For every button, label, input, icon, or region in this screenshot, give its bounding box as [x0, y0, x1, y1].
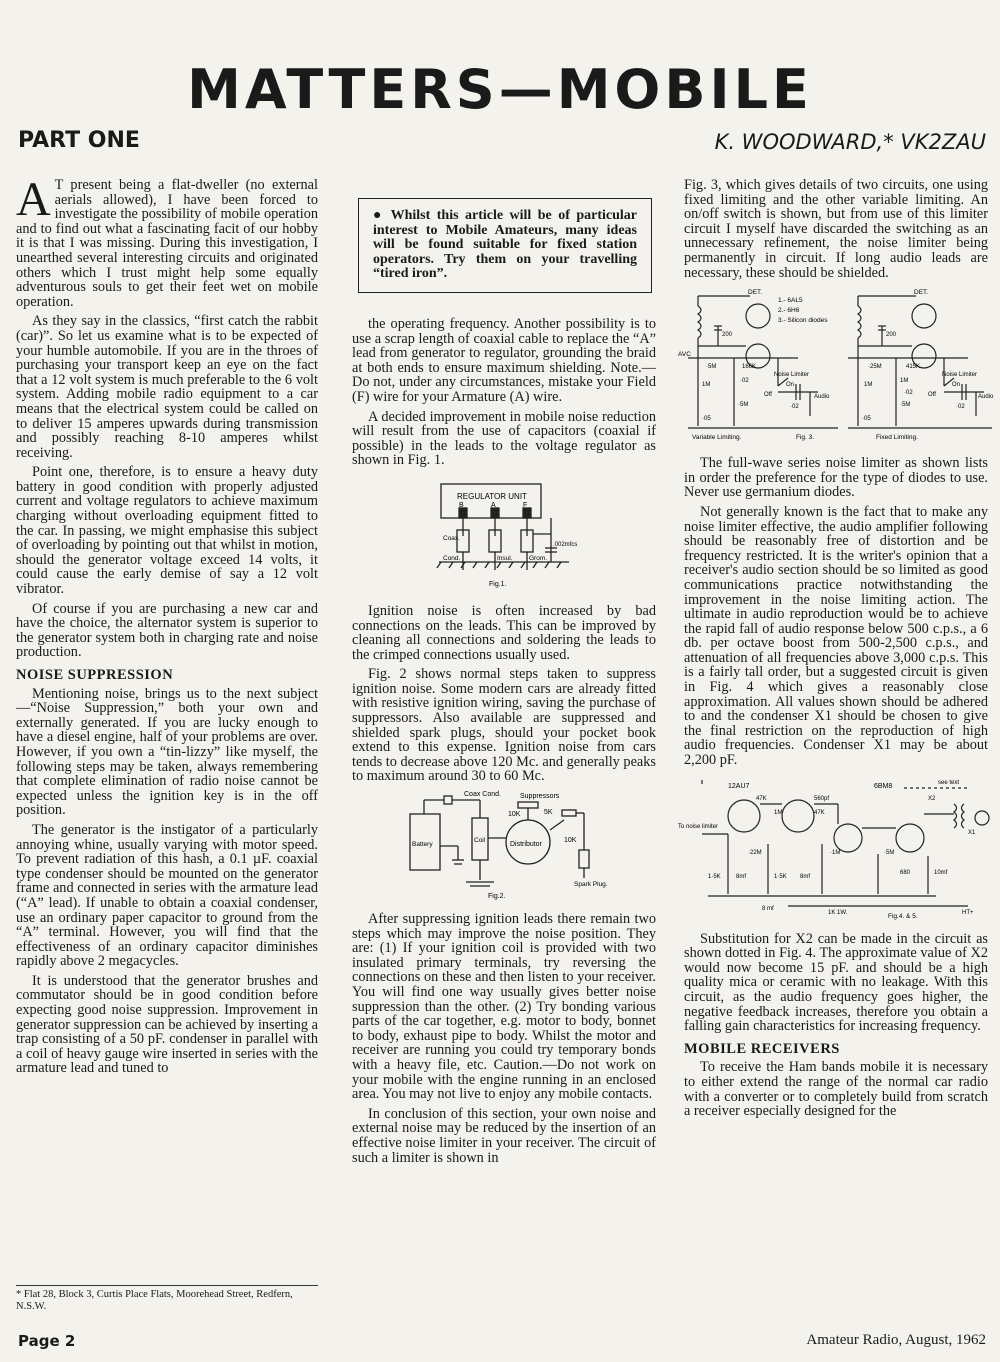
fig4-x2-label: X2: [928, 795, 936, 802]
paragraph: The generator is the instigator of a particularly annoying whine, usually varying with motor speed. To prevent radiation of this hash, a 0.1 µF. coaxial type condenser should be mounted on the generator frame and connected in series with the armature lead (“A” lead). If unable to obtain a coaxial condenser, use an ordinary paper capacitor to ground from the “A” terminal. However, you will find that the effectiveness of an ordinary capacitor diminishes rapidly above 2 megacycles.: [16, 821, 318, 970]
fig4-r47kb-label: 47K: [814, 809, 825, 816]
fig4-c8-label: 8mf: [736, 873, 747, 880]
paragraph: Not generally known is the fact that to make any noise limiter effective, the audio amplifier following should be reasonably free of distortion and be frequency restricted. It is the writer's opinion that a receiver's audio section should be so limited as good communications practice notwithstanding the improvement in the noise limiting action. The ultimate in audio reproduction would be to achieve the rapid fall of audio response below 500 c.p.s., a 6 db. per octave boost from 500-2,500 c.p.s., and attenuation of all frequencies above 3,000 c.p.s. This is a fairly tall order, but a suggested circuit is given in Fig. 4 which gives a reasonably close approximation. All values shown should be adhered to and the condenser X1 should be chosen to give the final restriction on the reproduction of high audio frequencies. Condenser X1 may be about 2,200 pF.: [684, 503, 988, 769]
figure-3-diagram: [678, 286, 994, 446]
paragraph: Ignition noise is often increased by bad connections on the leads. This can be improved by cleaning all connections and soldering the leads to the crimped connections usually used.: [352, 602, 656, 663]
fig1-terminal-a: A: [491, 501, 496, 509]
fig3-r1mb-label: 1M: [864, 382, 873, 389]
fig3-c200b-label: 200: [886, 332, 897, 339]
paragraph: Fig. 3, which gives details of two circuits, one using fixed limiting and the other variable limiting. An on/off switch is shown, but from use of this limiter circuit I myself have discarded the switching as an unnecessary refinement, the noise limiter being permanently in circuit. If long audio leads are necessary, these should be shielded.: [684, 177, 988, 281]
fig3-variable-label: Variable Limiting.: [692, 434, 742, 442]
fig3-c02c-label: ·02: [904, 390, 913, 397]
paragraph: It is understood that the generator brushes and commutator should be in good condition before expecting good noise suppression. Improvement in generator suppression can be achieved by inserting a trap consisting of a 50 pF. condenser in parallel with a coil of heavy gauge wire inserted in series with the armature lead and tuned to: [16, 972, 318, 1077]
fig3-fixed-label: Fixed Limiting.: [876, 434, 918, 442]
column-1: [16, 173, 318, 1081]
fig4-c8c-label: 8 mf: [762, 905, 774, 912]
page-number: Page 2: [18, 1332, 76, 1350]
fig4-r15k-label: 1·5K: [708, 873, 721, 880]
paragraph: A T present being a flat-dweller (no external aerials allowed), I have been forced to investigate the possibility of mobile operation and to find out what a fascinating facit of our hobby it is that I was missing. During this investigation, I unearthed several interesting circuits and originated others which I trust might help some equally adventurous souls to get their feet wet on mobile operation.: [16, 173, 318, 310]
fig4-c8b-label: 8mf: [800, 873, 811, 880]
paragraph: A decided improvement in mobile noise reduction will result from the use of capacitors (coaxial if possible) in the leads to the voltage regulator as shown in Fig. 1.: [352, 408, 656, 469]
fig3-off2-label: Off: [928, 392, 936, 399]
fig1-box-label: REGULATOR UNIT: [457, 491, 527, 501]
fig1-cap-label: .002mfcs: [553, 541, 578, 548]
paragraph: Of course if you are purchasing a new car and have the choice, the alternator system is superior to the generator system both in charging rate and noise production.: [16, 600, 318, 661]
fig3-c05-label: ·05: [702, 416, 711, 423]
fig3-avc-label: AVC: [678, 351, 691, 359]
fig3-off-label: Off: [764, 392, 772, 399]
fig3-audio-label: Audio: [814, 394, 830, 401]
fig3-r25m-label: ·25M: [868, 364, 882, 371]
fig4-r1m-label: 1M: [774, 809, 783, 816]
fig4-x1-label: X1: [968, 829, 976, 836]
fig4-tube2-label: 6BM8: [874, 782, 893, 790]
fig2-r3-label: 10K: [564, 837, 577, 845]
fig3-c02-label: ·02: [740, 378, 749, 385]
paragraph: Substitution for X2 can be made in the circuit as shown dotted in Fig. 4. The approximate value of X2 would now become 15 pF. and should be a high quality mica or ceramic with no leakage. With this circuit, as the audio frequency goes higher, the negative feedback increases, therefore you obtain a falling gain characteristics for increasing frequency.: [684, 930, 988, 1035]
footnote: * Flat 28, Block 3, Curtis Place Flats, Moorehead Street, Redfern, N.S.W.: [16, 1285, 318, 1313]
paragraph: After suppressing ignition leads there remain two steps which may improve the noise position. They are: (1) If your ignition coil is provided with two insulated primary terminals, try reversing the connections on these and then listen to your receiver. You will find one way usually gives better noise suppression than the other. (2) Try bonding various parts of the car together, e.g. motor to body, bonnet to body, exhaust pipe to body. Whilst the motor and receiver are running you could try temporary bonds with a heavy file, etc. Caution.—Do not work on your mobile with the engine running in an enclosed area. You may not live to enjoy any mobile contacts.: [352, 911, 656, 1103]
fig4-r5m-label: ·5M: [884, 849, 895, 856]
fig3-nl-label: Noise Limiter: [774, 372, 810, 379]
fig2-r1-label: 10K: [508, 811, 521, 819]
callout-box: ● Whilst this article will be of particular interest to Mobile Amateurs, many ideas will be found suitable for fixed station operators. Try them on your travelling “tired iron”.: [358, 198, 652, 293]
paragraph: The full-wave series noise limiter as shown lists in order the preference for the type of diodes to use. Never use germanium diodes.: [684, 455, 988, 501]
fig3-tube-1: 1.- 6AL5: [778, 297, 803, 305]
fig3-r166k-label: 166K: [742, 364, 757, 371]
fig3-r5mc-label: ·5M: [900, 402, 911, 409]
paragraph: In conclusion of this section, your own noise and external noise may be reduced by the insertion of an effective noise limiter in your receiver. The circuit of such a limiter is shown in: [352, 1105, 656, 1166]
fig4-r1m2-label: ·1M: [830, 849, 841, 856]
fig3-c05b-label: ·05: [862, 416, 871, 423]
fig2-distributor-label: Distributor: [510, 841, 542, 849]
fig1-cond-label: Cond.: [443, 554, 461, 562]
fig3-on2-label: On: [952, 382, 961, 389]
fig3-r1m-label: 1M: [702, 382, 711, 389]
fig3-c200-label: 200: [722, 332, 733, 339]
fig3-r5m-label: ·5M: [706, 364, 717, 371]
fig1-insul-label: Insul.: [497, 554, 513, 562]
fig2-coil-label: Coil: [474, 837, 486, 845]
fig4-r47k-label: 47K: [756, 795, 767, 802]
fig2-r2-label: 5K: [544, 809, 553, 817]
fig2-plug-label: Spark Plug.: [574, 881, 608, 889]
fig1-coax-label: Coax.: [443, 534, 460, 542]
fig3-det-label: DET.: [748, 289, 763, 297]
fig4-tube1-label: 12AU7: [728, 782, 750, 790]
fig4-r680-label: 680: [900, 869, 911, 876]
fig3-r5mb-label: ·5M: [738, 402, 749, 409]
paragraph: Mentioning noise, brings us to the next subject—“Noise Suppression,” both your own and externally generated. If you are lucky enough to have a diesel engine, half of your problems are over. However, if you own a “tin-lizzy” like myself, the following steps may be taken, always remembering that complete elimination of radio noise cannot be expected unless the ignition key is in the off position.: [16, 685, 318, 819]
column-2: [352, 178, 656, 1170]
fig4-c10-label: 10mf: [934, 869, 948, 876]
fig3-caption: Fig. 3.: [796, 434, 815, 442]
fig4-noise-label: To noise limiter: [678, 823, 719, 830]
fig2-suppressors-label: Suppressors: [520, 793, 560, 801]
fig3-nl2-label: Noise Limiter: [942, 372, 978, 379]
fig4-r15kb-label: 1·5K: [774, 873, 787, 880]
fig3-r415k-label: 415K: [906, 364, 921, 371]
publication-footer: Amateur Radio, August, 1962: [806, 1332, 986, 1348]
fig3-c02d-label: ·02: [956, 404, 965, 411]
fig1-terminal-f: F: [523, 501, 528, 509]
paragraph: Fig. 2 shows normal steps taken to suppress ignition noise. Some modern cars are already fitted with resistive ignition wiring, saving the purchase of suppressors. Also available are suppressed and shielded spark plugs, should your pocket book extend to this expense. Ignition noise from cars tends to decrease above 120 Mc. and generally peaks to maximum around 30 to 60 Mc.: [352, 666, 656, 785]
section-heading: NOISE SUPPRESSION: [16, 667, 174, 683]
fig2-caption: Fig.2.: [488, 893, 506, 901]
figure-1-diagram: [429, 474, 579, 594]
fig4-caption: Fig.4. & 5.: [888, 912, 918, 920]
paragraph: As they say in the classics, “first catch the rabbit (car)”. So let us examine what is to be expected of your humble automobile. If you are in the throes of purchasing your transport keep an eye on the fact that a 12 volt system is much preferable to the 6 volt system. Adding mobile radio equipment to a car means that the electrical system could be called on to deliver 15 amperes upwards during transmission and possibly reaching 8-10 amperes whilst receiving.: [16, 313, 318, 461]
fig4-r22m-label: ·22M: [748, 849, 762, 856]
fig4-c560-label: 560pf: [814, 795, 830, 802]
fig4-ht-label: HT+: [962, 909, 974, 916]
fig4-r1k-label: 1K 1W.: [828, 909, 848, 916]
fig1-terminal-b: B: [459, 501, 464, 509]
figure-4-diagram: [678, 774, 994, 922]
drop-cap: A: [16, 173, 51, 226]
fig2-coax-label: Coax Cond.: [464, 791, 501, 799]
fig2-battery-label: Battery: [412, 841, 433, 849]
fig1-caption: Fig.1.: [489, 580, 507, 588]
fig3-c02b-label: ·02: [790, 404, 799, 411]
fig3-on-label: On: [786, 382, 795, 389]
part-label: PART ONE: [18, 128, 140, 153]
article-title: MATTERS—MOBILE: [187, 58, 813, 121]
paragraph: the operating frequency. Another possibility is to use a scrap length of coaxial cable to replace the “A” lead from generator to regulator, grounding the braid at both ends to ensure maximum shielding. Note.—Do not, under any circumstances, mistake your Field (F) wire for your Armature (A) wire.: [352, 315, 656, 405]
paragraph: Point one, therefore, is to ensure a heavy duty battery in good condition with properly adjusted current and voltage regulators to achieve maximum charging without overloading equipment fitted to the car. In passing, we might emphasise this subject of overloading by pointing out that whilst in motion, should the generator voltage exceed 14 volts, it could cause the early demise of say a 12 volt vibrator.: [16, 464, 318, 598]
column-3: [678, 177, 994, 1124]
author-byline: K. WOODWARD,* VK2ZAU: [714, 130, 986, 154]
figure-2-diagram: [404, 790, 608, 902]
fig3-det2-label: DET.: [914, 289, 929, 297]
section-heading: MOBILE RECEIVERS: [684, 1040, 840, 1057]
fig3-audio2-label: Audio: [978, 394, 994, 401]
fig1-grom-label: Grom.: [529, 554, 548, 562]
fig3-r1mc-label: 1M: [900, 378, 909, 385]
fig4-see-label: see text: [938, 779, 960, 786]
fig3-tube-2: 2.- 6H6: [778, 307, 800, 315]
fig3-tube-3: 3.- Silicon diodes: [778, 317, 828, 325]
paragraph: To receive the Ham bands mobile it is necessary to either extend the range of the normal car radio with a converter or to completely build from scratch a receiver especially designed for the: [684, 1059, 988, 1120]
